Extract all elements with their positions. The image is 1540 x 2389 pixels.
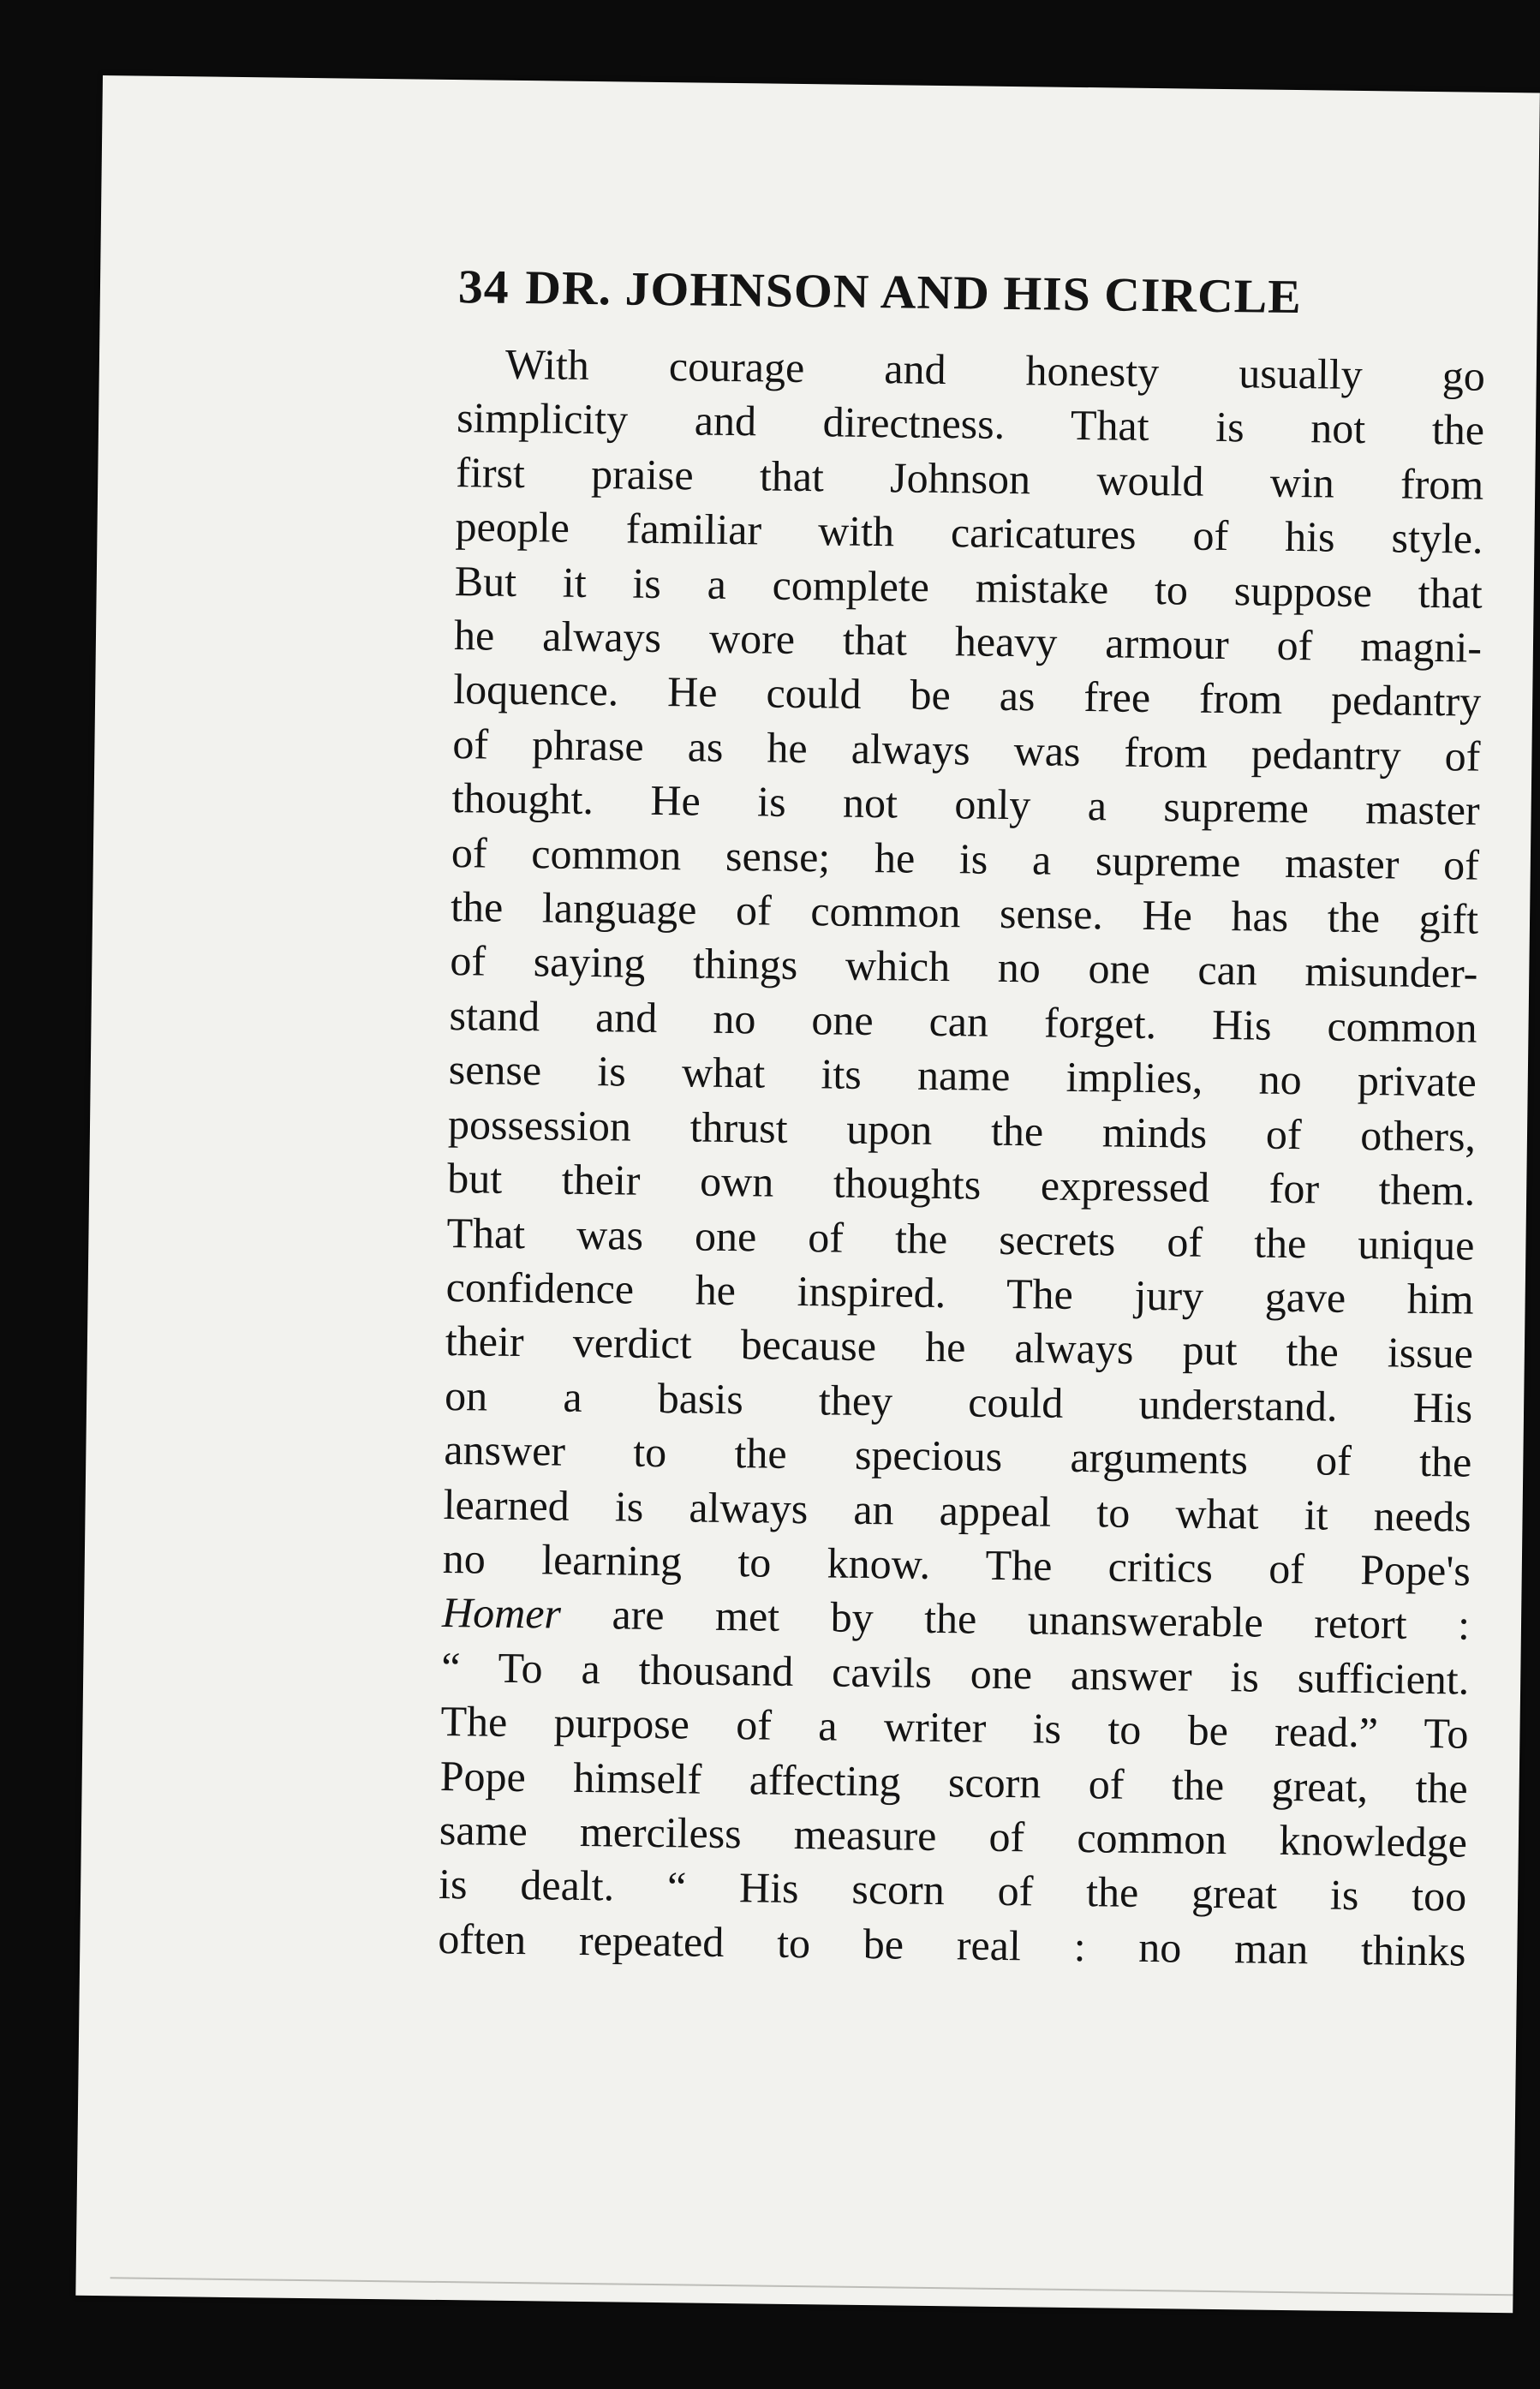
text-line: is dealt. “ His scorn of the great is too (438, 1860, 1467, 1920)
running-title: DR. JOHNSON AND HIS CIRCLE (524, 261, 1303, 325)
text-line: but their own thoughts expressed for them. (446, 1154, 1476, 1215)
text-line: The purpose of a writer is to be read.” To (440, 1697, 1469, 1758)
page-number: 34 (457, 260, 510, 314)
book-title-homer: Homer (441, 1588, 562, 1639)
text-line: answer to the specious arguments of the (444, 1425, 1472, 1486)
text-line: he always wore that heavy armour of magni- (453, 611, 1483, 672)
text-line: of common sense; he is a supreme master of (451, 827, 1480, 889)
text-line: thought. He is not only a supreme master (451, 773, 1480, 834)
text-line: learned is always an appeal to what it needs (443, 1479, 1471, 1541)
text-line: first praise that Johnson would win from (456, 447, 1484, 509)
book-page (75, 75, 1540, 2313)
text-line: often repeated to be real : no man thinks (438, 1914, 1466, 1975)
text-line: the language of common sense. He has the gift (450, 882, 1479, 943)
text-line: confidence he inspired. The jury gave him (445, 1262, 1475, 1323)
text-line: With courage and honesty usually go (504, 339, 1486, 400)
running-head (458, 260, 1518, 327)
text-line: “ To a thousand cavils one answer is sufficient. (440, 1642, 1470, 1704)
text-line: same merciless measure of common knowledge (439, 1805, 1468, 1866)
text-line: their verdict because he always put the issue (445, 1317, 1474, 1377)
text-line: That was one of the secrets of the unique (446, 1208, 1475, 1269)
text-line: on a basis they could understand. His (444, 1371, 1473, 1432)
text-line: simplicity and directness. That is not the (456, 393, 1485, 455)
text-line: But it is a complete mistake to suppose that (454, 556, 1483, 618)
text-line: sense is what its name implies, no private (448, 1045, 1477, 1106)
text-line: people familiar with caricatures of his style. (455, 502, 1483, 563)
text-block (438, 260, 1486, 1979)
text-line: of phrase as he always was from pedantry of (452, 719, 1481, 780)
text-line: stand and no one can forget. His common (449, 990, 1477, 1052)
text-line: no learning to know. The critics of Pope's (442, 1533, 1471, 1595)
text-line: possession thrust upon the minds of others, (447, 1099, 1477, 1161)
text-fragment: are met by the unanswerable retort : (560, 1590, 1471, 1649)
text-line: Pope himself affecting scorn of the great, the (439, 1751, 1469, 1813)
body-paragraph (438, 337, 1485, 1979)
text-line: of saying things which no one can misunder- (450, 936, 1478, 998)
text-line: loquence. He could be as free from pedantry (452, 665, 1482, 726)
